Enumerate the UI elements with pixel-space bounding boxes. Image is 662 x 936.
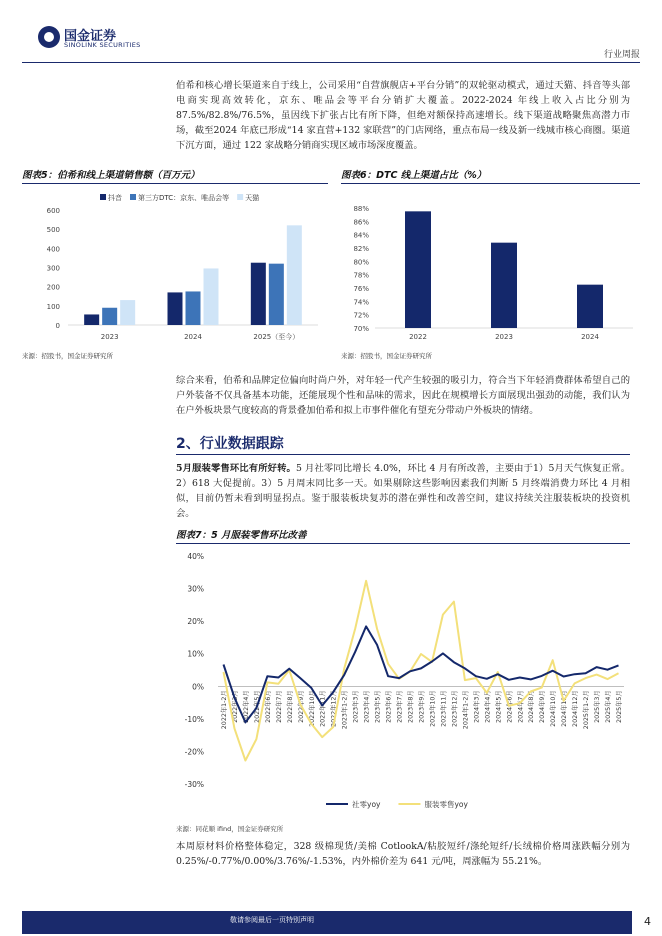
fig5-legend-swatch-1 (130, 194, 136, 200)
fig5-source: 来源：招股书，国金证券研究所 (22, 352, 113, 360)
fig5-ytick-label: 600 (46, 207, 60, 215)
fig7-xtick-label: 2022年1-2月 (220, 690, 228, 730)
fig6-source: 来源：招股书，国金证券研究所 (341, 352, 432, 360)
fig7-xtick-label: 2022年7月 (275, 690, 283, 723)
fig7-title: 图表7：5 月服装零售环比改善 (176, 530, 307, 541)
fig5-bar-1-2 (269, 264, 284, 325)
fig7-xtick-label: 2022年5月 (253, 690, 261, 723)
fig7-xtick-label: 2024年8月 (528, 690, 536, 723)
fig7-xtick-label: 2025年5月 (616, 690, 624, 723)
fig7-xtick-label: 2024年9月 (539, 690, 547, 723)
fig5-legend-swatch-0 (100, 194, 106, 200)
fig7-xtick-label: 2022年4月 (242, 690, 250, 723)
fig6-bar-2 (577, 285, 603, 328)
fig7-xtick-label: 2023年10月 (429, 690, 437, 727)
fig7-xtick-label: 2022年11月 (319, 690, 327, 727)
fig7-xtick-label: 2023年5月 (374, 690, 382, 723)
fig5-chart (22, 186, 328, 348)
fig5-bar-0-0 (84, 314, 99, 325)
fig5-ytick-label: 100 (46, 302, 60, 311)
fig7-title-divider (176, 543, 630, 544)
fig7-ytick-label: 30% (187, 584, 204, 594)
section2-divider (176, 454, 630, 455)
fig7-xtick-label: 2024年12月 (572, 690, 580, 727)
fig7-xtick-label: 2024年6月 (506, 690, 514, 723)
fig7-xtick-label: 2022年6月 (264, 690, 272, 723)
fig6-bar-1 (491, 243, 517, 328)
footer-bar (22, 911, 632, 934)
fig5-ytick-label: 200 (46, 283, 60, 292)
fig6-ytick-label: 76% (353, 285, 369, 293)
fig7-source: 来源：同花顺 ifind，国金证券研究所 (176, 825, 284, 833)
fig5-bar-0-2 (251, 263, 266, 325)
fig5-legend-swatch-2 (237, 194, 243, 200)
fig7-xtick-label: 2025年1-2月 (583, 690, 591, 730)
fig7-xtick-label: 2024年10月 (550, 690, 558, 727)
fig7-ytick-label: 10% (187, 649, 204, 659)
fig5-legend-label-2: 天猫 (245, 194, 260, 202)
footer-disclaimer: 敬请参阅最后一页特别声明 (230, 916, 314, 924)
company-logo-cn: 国金证券 (64, 29, 117, 44)
company-logo-mark (38, 26, 60, 48)
fig6-ytick-label: 86% (353, 218, 369, 227)
section2-title: 2、行业数据跟踪 (176, 436, 284, 452)
fig7-xtick-label: 2024年1-2月 (462, 690, 470, 730)
company-logo-en: SINOLINK SECURITIES (64, 41, 141, 49)
fig7-xtick-label: 2023年12月 (451, 690, 459, 727)
fig7-xtick-label: 2024年11月 (561, 690, 569, 727)
fig7-ytick-label: -30% (184, 780, 204, 789)
fig6-ytick-label: 88% (353, 205, 369, 213)
fig6-xtick-label: 2022 (409, 333, 427, 341)
fig7-xtick-label: 2022年9月 (297, 690, 305, 723)
fig5-bar-2-2 (287, 225, 302, 325)
fig5-legend-label-0: 抖音 (108, 194, 122, 202)
fig6-chart (341, 186, 640, 348)
fig7-series-line-1 (224, 581, 619, 761)
fig5-bar-1-0 (102, 308, 117, 325)
fig7-xtick-label: 2022年3月 (231, 690, 239, 723)
fig5-bar-2-0 (120, 300, 135, 325)
fig7-ytick-label: 0% (192, 682, 204, 692)
fig5-legend-label-1: 第三方DTC：京东、唯品会等 (138, 194, 230, 202)
fig7-xtick-label: 2022年10月 (308, 690, 316, 727)
paragraph-retail-lead: 5月服装零售环比有所好转。 (176, 463, 296, 474)
fig7-ytick-label: 20% (187, 617, 204, 627)
fig7-xtick-label: 2025年3月 (594, 690, 602, 723)
fig7-xtick-label: 2023年6月 (385, 690, 393, 723)
fig6-title: 图表6：DTC 线上渠道占比（%） (341, 170, 487, 181)
fig5-xtick-label: 2024 (184, 333, 202, 341)
fig6-ytick-label: 78% (353, 271, 369, 280)
fig6-xtick-label: 2024 (581, 333, 599, 341)
fig7-xtick-label: 2023年1-2月 (341, 690, 349, 730)
fig5-xtick-label: 2023 (100, 333, 119, 341)
fig5-title-divider (22, 183, 328, 184)
fig6-bar-0 (405, 211, 431, 328)
fig7-xtick-label: 2023年11月 (440, 690, 448, 727)
fig5-bar-0-1 (168, 292, 183, 325)
fig6-ytick-label: 72% (353, 311, 369, 320)
fig7-xtick-label: 2024年5月 (495, 690, 503, 723)
fig6-ytick-label: 84% (353, 231, 369, 240)
fig5-bar-2-1 (204, 268, 219, 325)
fig5-ytick-label: 400 (46, 245, 60, 254)
fig5-ytick-label: 500 (46, 226, 60, 235)
paragraph-retail-body: 5 月社零同比增长 4.0%，环比 4 月有所改善，主要由于1）5月天气恢复正常。2）618 大促提前。3）5 月周末同比多一天。如果剔除这些影响因素我们判断 5 月终端消费力环比 4 月相似，目前仍暂未看到明显拐点。鉴于服装板块复苏的潜在弹性和改善空间，建议持续关注服装板块的投资机会。 (176, 463, 630, 519)
fig7-xtick-label: 2023年9月 (418, 690, 426, 723)
fig5-ytick-label: 300 (46, 264, 60, 273)
fig7-ytick-label: -20% (184, 747, 204, 757)
fig6-ytick-label: 80% (353, 258, 369, 267)
fig5-title: 图表5：伯希和线上渠道销售额（百万元） (22, 170, 200, 181)
fig6-xtick-label: 2023 (495, 333, 513, 341)
fig6-ytick-label: 74% (353, 298, 369, 307)
fig7-ytick-label: -10% (184, 714, 204, 724)
fig7-xtick-label: 2024年4月 (484, 690, 492, 723)
fig5-ytick-label: 0 (55, 322, 60, 330)
fig7-xtick-label: 2023年7月 (396, 690, 404, 723)
fig7-xtick-label: 2022年12月 (330, 690, 338, 727)
fig7-ytick-label: 40% (187, 552, 204, 561)
fig7-xtick-label: 2024年7月 (517, 690, 525, 723)
section-label: 行业周报 (603, 50, 640, 60)
fig7-chart (176, 546, 630, 820)
fig7-xtick-label: 2023年4月 (363, 690, 371, 723)
fig7-legend-label-0: 社零yoy (352, 800, 381, 809)
paragraph-online-channels: 伯希和核心增长渠道来自于线上，公司采用“自营旗舰店+平台分销”的双轮驱动模式，通过天猫、抖音等头部电商实现高效转化，京东、唯品会等平台分销扩大覆盖。2022-2024 年线上收入占比分别为 87.5%/82.8%/76.5%，虽因线下扩张占比有所下降，但绝对额保持高速增长。线下渠道战略聚焦高潜力市场，截至2024 年底已形成“14 家直营+132 家联营”的门店网络，重点布局一线及新一线城市核心商圈。渠道下沉方面，通过 122 家战略分销商实现区域市场深度覆盖。 (176, 80, 630, 151)
paragraph-retail (176, 461, 630, 521)
fig5-bar-1-1 (186, 291, 201, 325)
page-number: 4 (644, 915, 651, 928)
fig6-ytick-label: 82% (353, 245, 369, 253)
fig7-xtick-label: 2023年3月 (352, 690, 360, 723)
fig5-xtick-label: 2025（至今） (253, 333, 300, 341)
paragraph-summary: 综合来看，伯希和品牌定位偏向时尚户外，对年轻一代产生较强的吸引力，符合当下年轻消费群体希望自己的户外装备不仅具备基本功能，还能展现个性和品味的需求，因此在规模增长方面展现出强劲的动能，我们认为在户外板块景气度较高的背景叠加伯希和拟上市事件催化有望充分带动户外板块的情绪。 (176, 375, 630, 416)
fig7-legend-label-1: 服装零售yoy (424, 800, 468, 809)
fig7-xtick-label: 2023年8月 (407, 690, 415, 723)
fig6-title-divider (341, 183, 640, 184)
paragraph-raw-materials: 本周原材料价格整体稳定，328 级棉现货/美棉 CotlookA/粘胶短纤/涤纶短纤/长绒棉价格周涨跌幅分别为 0.25%/-0.77%/0.00%/3.76%/-1.53%，内外棉价差为 641 元/吨，周涨幅为 55.21%。 (176, 841, 630, 867)
fig7-xtick-label: 2024年3月 (473, 690, 481, 723)
fig7-xtick-label: 2025年4月 (605, 690, 613, 723)
fig7-xtick-label: 2022年8月 (286, 690, 294, 723)
fig6-ytick-label: 70% (353, 325, 369, 333)
header-divider (22, 62, 640, 63)
